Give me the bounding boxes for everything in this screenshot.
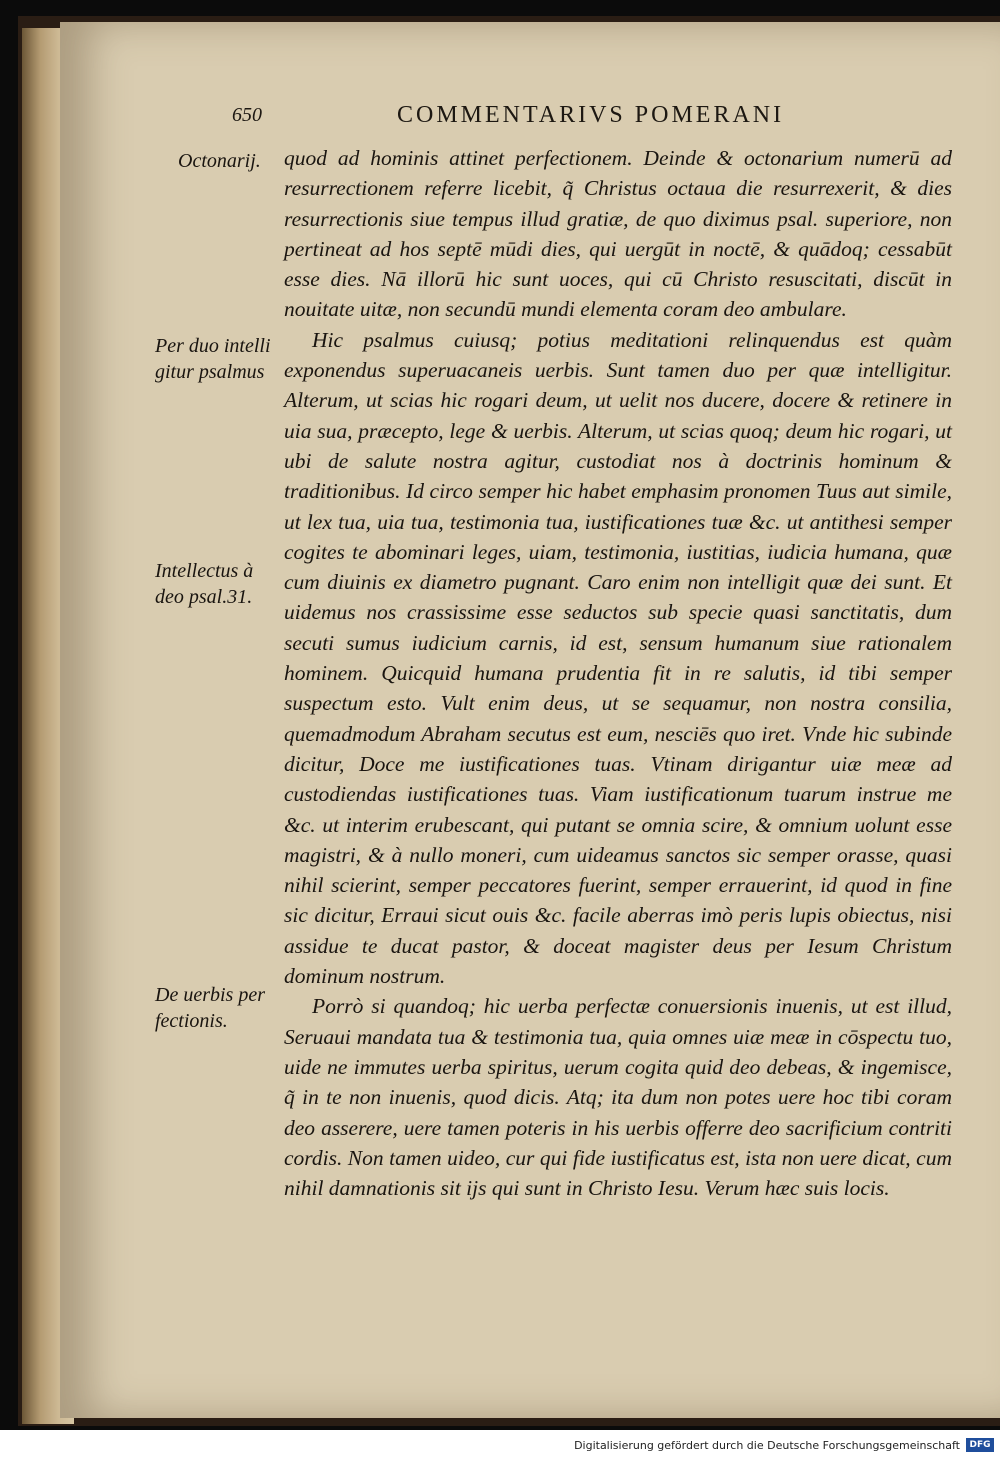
running-title: COMMENTARIVS POMERANI: [397, 102, 785, 128]
dfg-logo: DFG: [966, 1438, 994, 1452]
marginal-note: De uerbis per fectionis.: [155, 984, 265, 1032]
marginal-note: Intellectus à deo psal.31.: [155, 560, 254, 608]
running-head: [232, 102, 832, 136]
paragraph: Porrò si quandoq; hic uerba perfectæ conuersionis inuenis, ut est illud, Seruaui mandata tua & testimonia tua, quia omnes uiæ meæ in cōspectu tuo, uide ne immutes uerba spiritus, uerum cogita quid deo debeas, & ingemisce, q̃ in te non inuenis, quod dicis. Atq; ita dum non potes uere hoc tibi coram deo asserere, uere tamen poteris in his uerbis offerre deo sacrificium contriti cordis. Non tamen uideo, cur qui fide iustificatus est, ista non uere dicat, cum nihil damnationis sit ijs qui sunt in Christo Iesu. Verum hæc suis locis.: [284, 994, 952, 1201]
marginal-note: Octonarij.: [178, 150, 261, 172]
marginal-note: Per duo intelli gitur psalmus: [155, 335, 271, 383]
funding-notice: Digitalisierung gefördert durch die Deutsche Forschungsgemeinschaft: [574, 1439, 960, 1452]
page-number: 650: [232, 104, 262, 126]
paragraph: quod ad hominis attinet perfectionem. Deinde & octonarium numerū ad resurrectionem referre licebit, q̃ Christus octaua die resurrexerit, & dies resurrectionis siue tempus illud gratiæ, de quo diximus psal. superiore, non pertineat ad hos septē mūdi dies, qui uergūt in noctē, & quādoq; cessabūt esse dies. Nā illorū hic sunt uoces, qui cū Christo resuscitati, discūt in nouitate uitæ, non secundū mundi elementa coram deo ambulare.: [284, 146, 952, 322]
footer-bar: [0, 1430, 1000, 1462]
body-text: [284, 143, 952, 1203]
paragraph: Hic psalmus cuiusq; potius meditationi relinquendus est quàm exponendus superuacaneis uerbis. Sunt tamen duo per quæ intelligitur. Alterum, ut scias hic rogari deum, ut uelit nos ducere, docere & retinere in uia sua, præcepto, lege & uerbis. Alterum, ut scias quoq; deum hic rogari, ut ubi de salute nostra agitur, custodiat nos à doctrinis hominum & traditionibus. Id circo semper hic habet emphasim pronomen Tuus aut simile, ut lex tua, uia tua, testimonia tua, iustificationes tuæ &c. ut antithesi semper cogites te abominari leges, uiam, testimonia, iustitias, iudicia humana, quæ cum diuinis ex diametro pugnant. Caro enim non intelligit quæ dei sunt. Et uidemus nos crassissime esse seductos sub specie quasi sanctitatis, dum secuti sumus iudicium carnis, id est, sensum humanum siue rationalem hominem. Quicquid humana prudentia fit in re salutis, id tibi semper suspectum esto. Vult enim deus, ut se sequamur, non nostra consilia, quemadmodum Abraham secutus est eum, nesciēs quo iret. Vnde hic subinde dicitur, Doce me iustificationes tuas. Vtinam dirigantur uiæ meæ ad custodiendas iustificationes tuas. Viam iustificationum tuarum instrue me &c. ut interim erubescant, qui putant se omnia scire, & omnium uolunt esse magistri, & à nullo moneri, cum uideamus sanctos sic semper orasse, quasi nihil scierint, semper peccatores fuerint, semper errauerint, id quod in fine sic dicitur, Erraui sicut ouis &c. facile aberras imò peris lupis obiectus, nisi assidue te ducat pastor, & doceat magister deus per Iesum Christum dominum nostrum.: [284, 327, 952, 989]
